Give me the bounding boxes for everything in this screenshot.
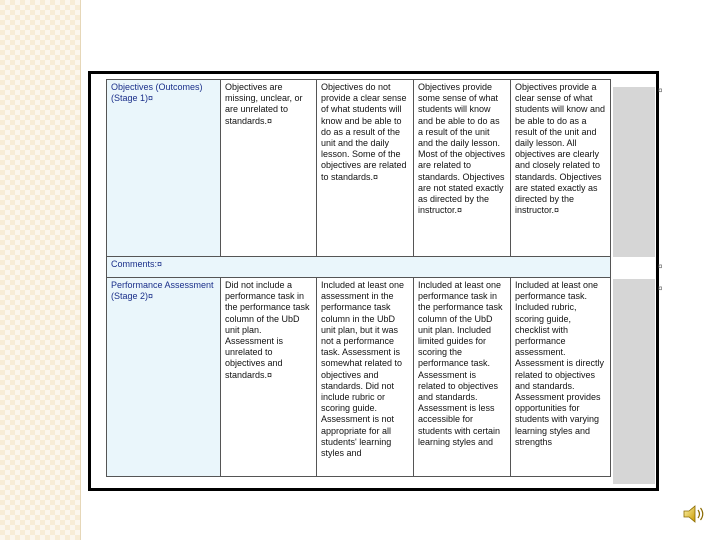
speaker-icon[interactable] — [682, 503, 706, 525]
rubric-cell: Did not include a performance task in the performance task column of the UbD unit plan. Assessment is unrelated to objectives and standards.¤ — [221, 278, 317, 477]
cell-end-mark: ¤ — [658, 86, 663, 95]
row-label-performance: Performance Assessment (Stage 2)¤ — [107, 278, 221, 477]
cell-end-mark: ¤ — [658, 262, 663, 271]
rubric-table — [106, 79, 611, 477]
rubric-cell: Objectives provide a clear sense of what students will know and be able to do as a result of the unit and daily lesson. All objectives are clearly and closely related to standards. Objectives are stated exactly as directed by the instructor.¤ — [511, 80, 611, 257]
table-row-objectives — [107, 80, 611, 257]
rubric-cell: Included at least one performance task in the performance task column of the UbD unit plan. Included limited guides for scoring the performance task. Assessment is related to objectives and standards. Assessment is less accessible for students with certain learning styles and — [414, 278, 511, 477]
row-label-objectives: Objectives (Outcomes) (Stage 1)¤ — [107, 80, 221, 257]
table-row-performance — [107, 278, 611, 477]
decorative-side-pattern — [0, 0, 80, 540]
rubric-cell: Objectives provide some sense of what students will know and be able to do as a result of the unit and the daily lesson. Most of the objectives are related to standards. Objectives are not stated exactly as directed by the instructor.¤ — [414, 80, 511, 257]
rubric-cell: Objectives are missing, unclear, or are unrelated to standards.¤ — [221, 80, 317, 257]
rubric-cell: Objectives do not provide a clear sense of what students will know and be able to do as a result of the unit and the daily lesson. Some of the objectives are related to standards.¤ — [317, 80, 414, 257]
grey-score-column — [613, 87, 655, 484]
table-row-comments — [107, 257, 611, 278]
grey-column-gap — [613, 257, 655, 279]
document-image-frame — [88, 71, 663, 491]
side-divider — [80, 0, 81, 540]
rubric-cell: Included at least one performance task. Included rubric, scoring guide, checklist with performance assessment. Assessment is directly related to objectives and standards. Assessment provides opportunities for students with varying learning styles and strengths — [511, 278, 611, 477]
cell-end-mark: ¤ — [658, 284, 663, 293]
row-label-comments: Comments:¤ — [107, 257, 611, 278]
rubric-cell: Included at least one assessment in the performance task column in the UbD unit plan, but it was not a performance task. Assessment is somewhat related to objectives and standards. Did not include rubric or scoring guide. Assessment is not appropriate for all students' learning styles and — [317, 278, 414, 477]
